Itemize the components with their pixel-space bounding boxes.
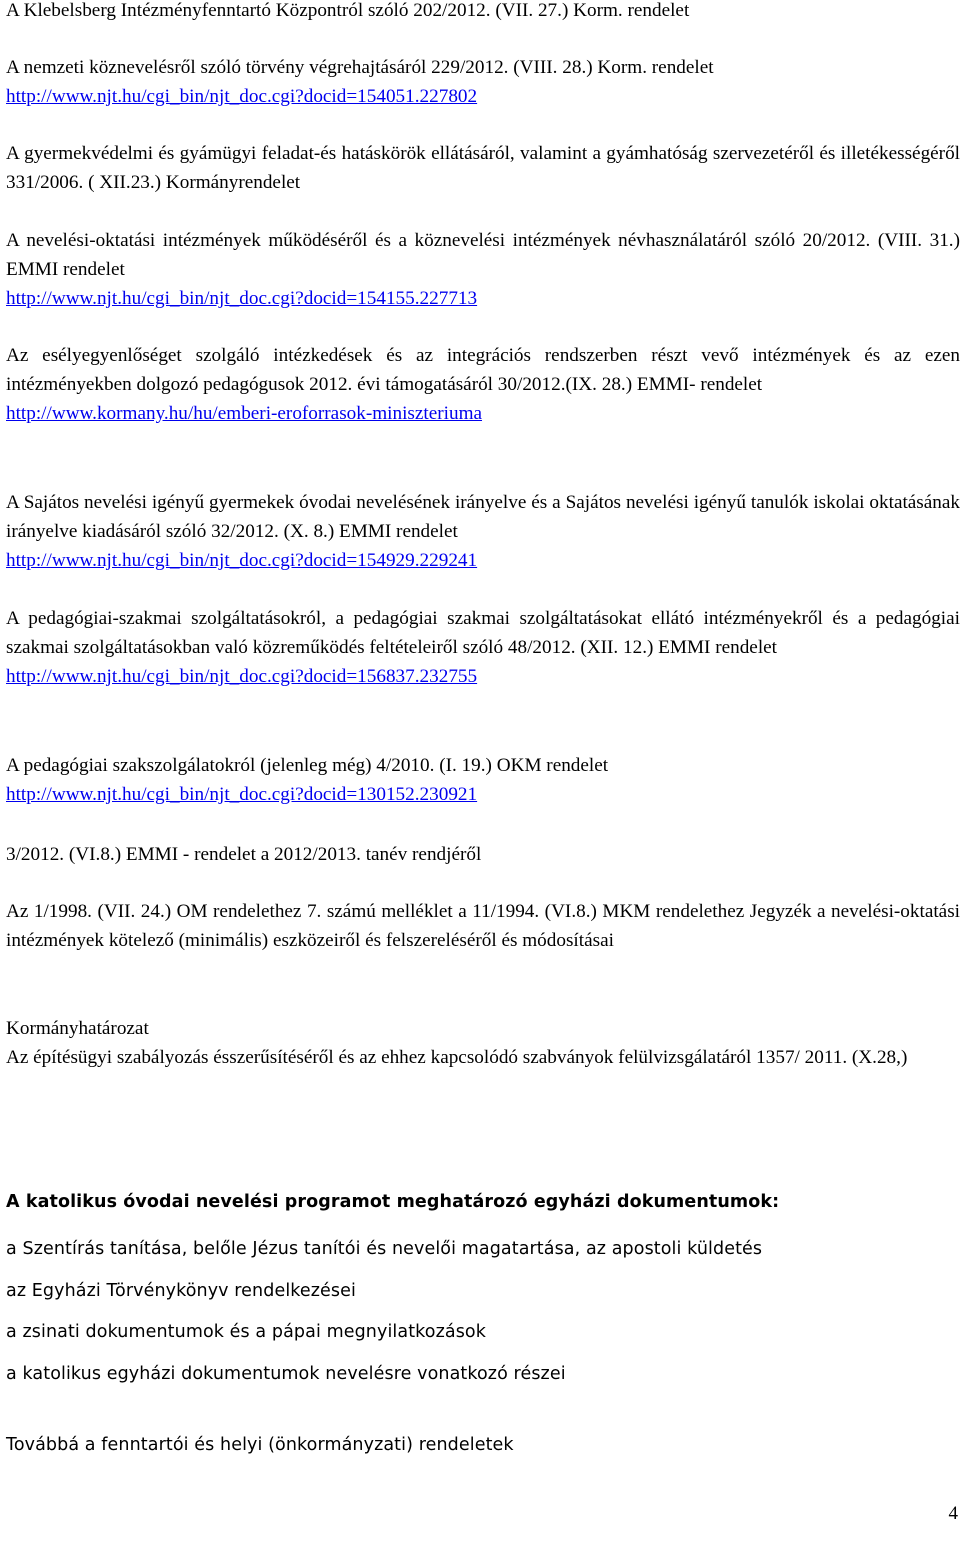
paragraph-kormanyhatarozat [6, 1014, 960, 1072]
link-kormany[interactable]: http://www.kormany.hu/hu/emberi-eroforrasok-miniszteriuma [6, 403, 483, 424]
paragraph-text: A Sajátos nevelési igényű gyermekek óvodai nevelésének irányelve és a Sajátos nevelési igényű tanulók iskolai oktatásának irányelve kiadásáról szóló 32/2012. (X. 8.) EMMI rendelet [6, 492, 960, 542]
link-130152[interactable]: http://www.njt.hu/cgi_bin/njt_doc.cgi?docid=130152.230921 [6, 784, 478, 805]
paragraph-nevelesi-oktatasi [6, 226, 960, 313]
paragraph-text: Az esélyegyenlőséget szolgáló intézkedések és az integrációs rendszerben részt vevő intézmények és az ezen intézményekben dolgozó pedagógusok 2012. évi támogatásáról 30/2012.(IX. 28.) EMMI- rendelet [6, 345, 960, 395]
paragraph-klebelsberg: A Klebelsberg Intézményfenntartó Központról szóló 202/2012. (VII. 27.) Korm. rendelet [6, 0, 690, 21]
paragraph-gyermekvedelmi: A gyermekvédelmi és gyámügyi feladat-és hatáskörök ellátásáról, valamint a gyámhatóság szervezetéről és illetékességéről 331/2006. ( XII.23.) Kormányrendelet [6, 143, 960, 193]
kormanyhatarozat-heading: Kormányhatározat [6, 1018, 149, 1039]
list-item: a zsinati dokumentumok és a pápai megnyilatkozások [6, 1322, 486, 1342]
catholic-list [6, 1229, 960, 1395]
link-154929[interactable]: http://www.njt.hu/cgi_bin/njt_doc.cgi?docid=154929.229241 [6, 550, 478, 571]
paragraph-szakszolgalatok [6, 751, 960, 809]
paragraph-text: A pedagógiai-szakmai szolgáltatásokról, a pedagógiai szakmai szolgáltatásokat ellátó intézményekről és a pedagógiai szakmai szolgáltatásokban való közreműködés feltételeiről szóló 48/2012. (XII. 12.) EMMI rendelet [6, 608, 960, 658]
catholic-section [6, 1187, 960, 1455]
paragraph-pedagogiai-szakmai [6, 604, 960, 691]
paragraph-text: A nemzeti köznevelésről szóló törvény végrehajtásáról 229/2012. (VIII. 28.) Korm. rendelet [6, 57, 714, 78]
list-item: a Szentírás tanítása, belőle Jézus tanítói és nevelői magatartása, az apostoli küldetés [6, 1239, 763, 1259]
paragraph-text: Az építésügyi szabályozás ésszerűsítéséről és az ehhez kapcsolódó szabványok felülvizsgálatáról 1357/ 2011. (X.28,) [6, 1047, 908, 1068]
list-item: az Egyházi Törvénykönyv rendelkezései [6, 1280, 356, 1301]
link-154155[interactable]: http://www.njt.hu/cgi_bin/njt_doc.cgi?docid=154155.227713 [6, 288, 478, 309]
paragraph-koznevelesi [6, 53, 960, 111]
link-156837[interactable]: http://www.njt.hu/cgi_bin/njt_doc.cgi?docid=156837.232755 [6, 666, 478, 687]
page-number: 4 [948, 1503, 958, 1524]
list-item: a katolikus egyházi dokumentumok nevelésre vonatkozó részei [6, 1363, 566, 1384]
link-154051[interactable]: http://www.njt.hu/cgi_bin/njt_doc.cgi?docid=154051.227802 [6, 86, 478, 107]
paragraph-eselyegyenloseg [6, 341, 960, 428]
paragraph-text: A pedagógiai szakszolgálatokról (jelenleg még) 4/2010. (I. 19.) OKM rendelet [6, 755, 609, 776]
paragraph-tanev-rendje: 3/2012. (VI.8.) EMMI - rendelet a 2012/2013. tanév rendjéről [6, 844, 482, 865]
paragraph-text: A nevelési-oktatási intézmények működéséről és a köznevelési intézmények névhasználatáról szóló 20/2012. (VIII. 31.) EMMI rendelet [6, 230, 960, 280]
catholic-footer-line: Továbbá a fenntartói és helyi (önkormányzati) rendeletek [6, 1435, 514, 1455]
paragraph-om-rendelet: Az 1/1998. (VII. 24.) OM rendelethez 7. számú melléklet a 11/1994. (VI.8.) MKM rendelethez Jegyzék a nevelési-oktatási intézmények kötelező (minimális) eszközeiről és felszereléséről és módosításai [6, 901, 960, 951]
paragraph-sajatos-nevelesi [6, 488, 960, 575]
catholic-heading: A katolikus óvodai nevelési programot meghatározó egyházi dokumentumok: [6, 1192, 780, 1212]
